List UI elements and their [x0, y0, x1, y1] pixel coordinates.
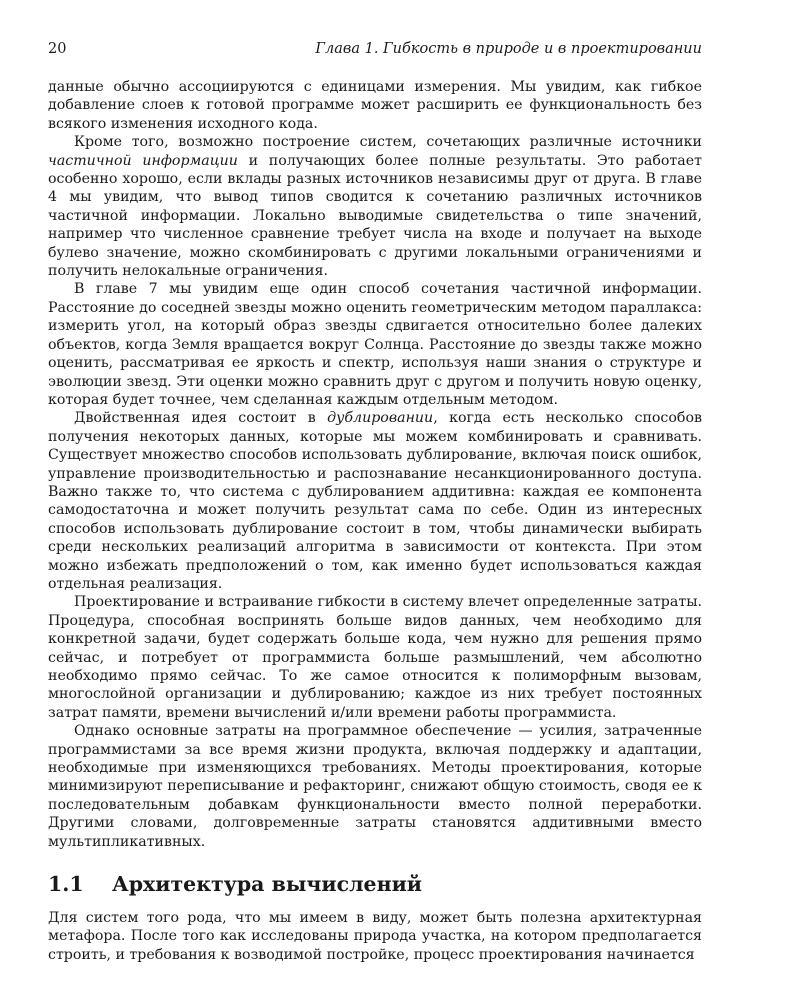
paragraph-costs: Проектирование и встраивание гибкости в систему влечет определенные затраты. Процедура, способная воспринять больше видов данных, чем необходимо для конкретной задачи, будет содержать больше кода, чем нужно для решения прямо сейчас, и потребует от программиста больше размышлений, чем абсолютно необходимо прямо сейчас. То же самое относится к полиморфным вызовам, многослойной организации и дублированию; каждое из них требует постоянных затрат памяти, времени вычислений и/или времени работы программиста.	[48, 594, 702, 721]
chapter-title: Глава 1. Гибкость в природе и в проектировании	[315, 41, 702, 57]
section-heading	[48, 871, 702, 897]
paragraph-partial-information	[48, 133, 702, 280]
book-page	[48, 40, 702, 964]
paragraph-parallax: В главе 7 мы увидим еще один способ сочетания частичной информации. Расстояние до соседней звезды можно оценить геометрическим методом параллакса: измерить угол, на который образ звезды сдвигается относительно более далеких объектов, когда Земля вращается вокруг Солнца. Расстояние до звезды также можно оценить, рассматривая ее яркость и спектр, используя наши знания о структуре и эволюции звезд. Эти оценки можно сравнить друг с другом и получить новую оценку, которая будет точнее, чем сделанная каждым отдельным методом.	[48, 281, 702, 408]
section-number: 1.1	[48, 872, 84, 897]
body-text	[48, 78, 702, 851]
paragraph-redundancy	[48, 409, 702, 593]
section-title: Архитектура вычислений	[112, 872, 422, 897]
paragraph-software-costs: Однако основные затраты на программное обеспечение — усилия, затраченные программистами за все время жизни продукта, включая поддержку и адаптации, необходимые при изменяющихся требованиях. Методы проектирования, которые минимизируют переписывание и рефакторинг, снижают общую стоимость, сводя ее к последовательным добавкам функциональности вместо полной переработки. Другими словами, долговременные затраты становятся аддитивными вместо мультипликативных.	[48, 723, 702, 850]
paragraph-text: и получающих более полные результаты. Это работает особенно хорошо, если вклады разных источников независимы друг от друга. В главе 4 мы увидим, что вывод типов сводится к сочетанию различных источников частичной информации. Локально выводимые свидетельства о типе значений, например что численное сравнение требует числа на входе и получает на выходе булево значение, можно скомбинировать с другими локальными ограничениями и получить нелокальные ограничения.	[48, 152, 702, 280]
paragraph-text: , когда есть несколько способов получения некоторых данных, которые мы можем комбинировать и сравнивать. Существует множество способов использовать дублирование, включая поиск ошибок, управление производительностью и распознавание несанкционированного доступа. Важно также то, что система с дублированием аддитивна: каждая ее компонента самодостаточна и может получить результат сама по себе. Один из интересных способов использовать дублирование состоит в том, чтобы динамически выбирать среди нескольких реализаций алгоритма в зависимости от контекста. При этом можно избежать предположений о том, как именно будет использоваться каждая отдельная реализация.	[48, 410, 702, 592]
paragraph-text: Двойственная идея состоит в	[74, 410, 328, 427]
paragraph-text: Кроме того, возможно построение систем, сочетающих различные источники	[74, 134, 702, 151]
section-intro-paragraph: Для систем того рода, что мы имеем в виду, может быть полезна архитектурная метафора. После того как исследованы природа участка, на котором предполагается строить, и требования к возводимой постройке, процесс проектирования начинается	[48, 910, 702, 963]
page-number: 20	[48, 41, 67, 57]
running-head	[48, 40, 702, 58]
emphasis-term: дублировании	[327, 410, 434, 427]
paragraph-continuation: данные обычно ассоциируются с единицами измерения. Мы увидим, как гибкое добавление слоев к готовой программе может расширить ее функциональность без всякого изменения исходного кода.	[48, 79, 702, 132]
emphasis-term: частичной информации	[48, 152, 238, 169]
section-body	[48, 909, 702, 964]
